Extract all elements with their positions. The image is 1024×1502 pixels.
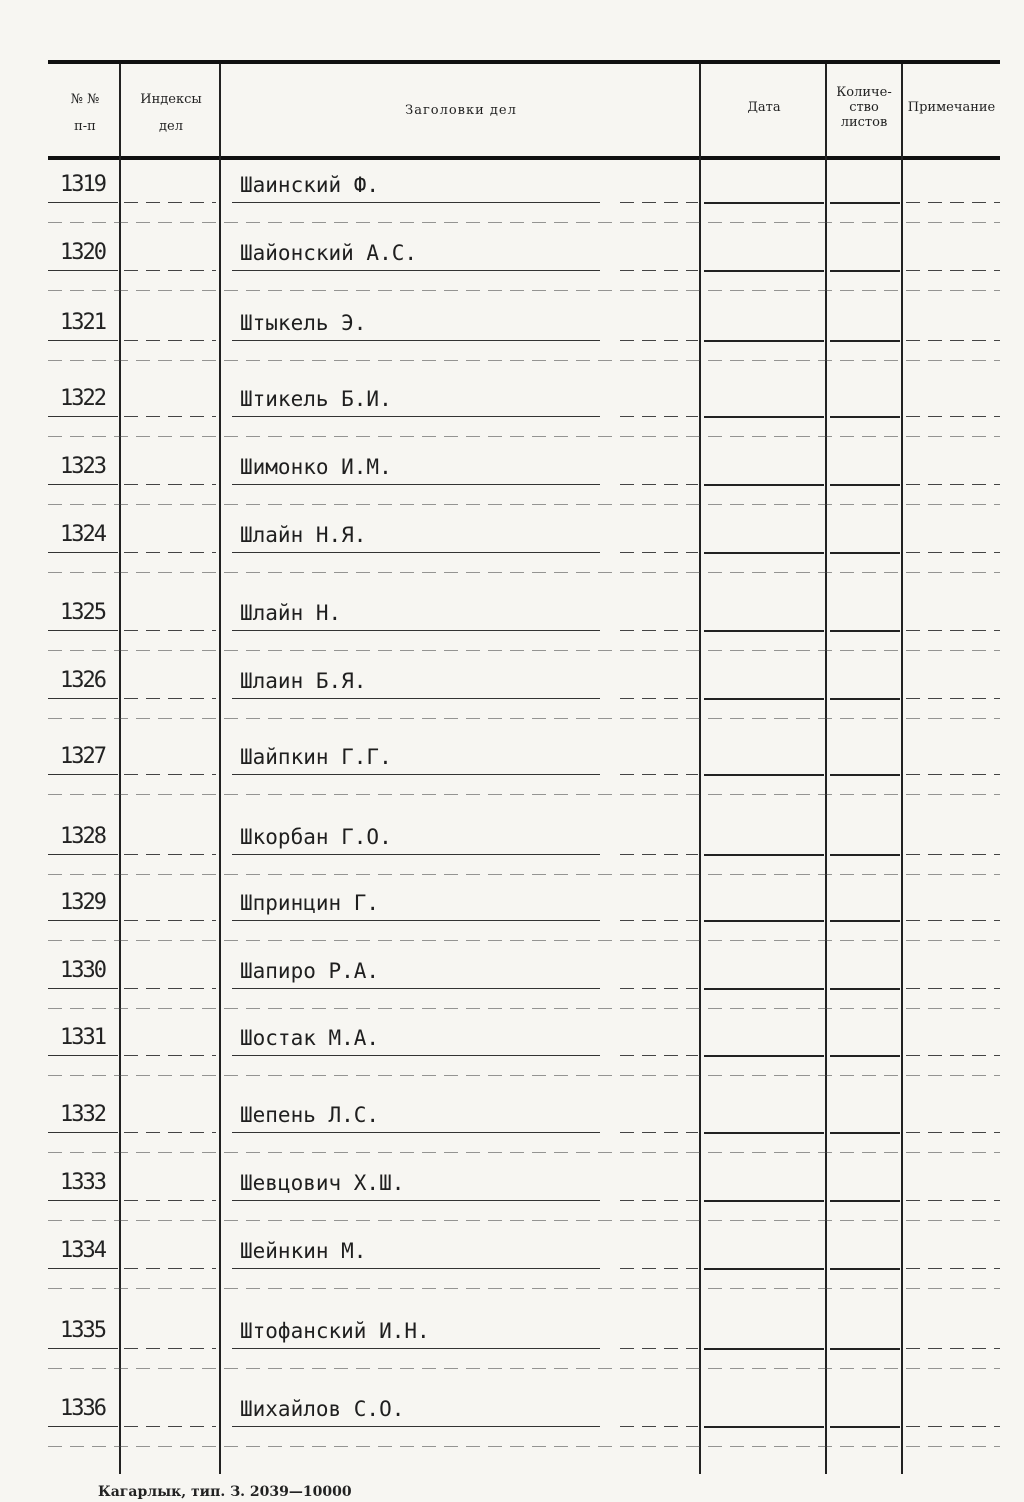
row-rule xyxy=(124,630,216,631)
row-rule xyxy=(620,340,698,341)
row-rule xyxy=(906,484,1000,485)
row-rule xyxy=(704,270,824,272)
row-rule xyxy=(906,698,1000,699)
row-rule xyxy=(704,854,824,856)
row-rule xyxy=(232,920,600,921)
row-number: 1325 xyxy=(60,600,105,625)
row-rule xyxy=(704,774,824,776)
row-rule xyxy=(124,920,216,921)
row-rule xyxy=(830,552,900,554)
row-number: 1328 xyxy=(60,824,105,849)
row-rule xyxy=(48,572,1000,573)
row-rule xyxy=(48,1132,118,1133)
row-rule xyxy=(124,854,216,855)
header-sheets-line3: листов xyxy=(840,115,888,130)
row-rule xyxy=(620,1055,698,1056)
row-rule xyxy=(704,552,824,554)
row-rule xyxy=(48,650,1000,651)
row-rule xyxy=(124,552,216,553)
row-rule xyxy=(906,1348,1000,1349)
row-rule xyxy=(48,718,1000,719)
row-rule xyxy=(48,436,1000,437)
row-rule xyxy=(830,698,900,700)
row-rule xyxy=(232,552,600,553)
row-title: Штикель Б.И. xyxy=(240,387,392,411)
row-rule xyxy=(124,416,216,417)
row-rule xyxy=(906,202,1000,203)
row-rule xyxy=(620,988,698,989)
column-divider xyxy=(901,64,903,1474)
row-rule xyxy=(830,416,900,418)
row-rule xyxy=(830,1268,900,1270)
row-rule xyxy=(48,1200,118,1201)
row-rule xyxy=(48,416,118,417)
row-rule xyxy=(620,630,698,631)
row-rule xyxy=(906,630,1000,631)
row-rule xyxy=(48,630,118,631)
row-rule xyxy=(232,774,600,775)
row-number: 1324 xyxy=(60,522,105,547)
row-rule xyxy=(906,270,1000,271)
row-rule xyxy=(704,416,824,418)
row-rule xyxy=(48,504,1000,505)
row-number: 1322 xyxy=(60,386,105,411)
row-rule xyxy=(620,1426,698,1427)
row-title: Шейнкин М. xyxy=(240,1239,367,1263)
row-rule xyxy=(704,1200,824,1202)
row-rule xyxy=(48,988,118,989)
row-rule xyxy=(830,920,900,922)
row-rule xyxy=(232,416,600,417)
row-rule xyxy=(48,854,118,855)
row-rule xyxy=(48,774,118,775)
row-title: Шлаин Б.Я. xyxy=(240,669,367,693)
row-rule xyxy=(48,290,1000,291)
row-rule xyxy=(620,920,698,921)
row-rule xyxy=(620,854,698,855)
row-rule xyxy=(48,340,118,341)
row-rule xyxy=(830,988,900,990)
row-rule xyxy=(48,1220,1000,1221)
row-rule xyxy=(620,416,698,417)
row-rule xyxy=(830,340,900,342)
row-rule xyxy=(124,1132,216,1133)
row-number: 1320 xyxy=(60,240,105,265)
row-rule xyxy=(704,1132,824,1134)
row-rule xyxy=(232,270,600,271)
column-divider xyxy=(825,64,827,1474)
row-rule xyxy=(48,794,1000,795)
row-rule xyxy=(124,1348,216,1349)
row-rule xyxy=(232,1426,600,1427)
row-rule xyxy=(232,202,600,203)
header-title: Заголовки дел xyxy=(405,103,517,118)
row-rule xyxy=(48,1368,1000,1369)
row-rule xyxy=(232,1055,600,1056)
row-rule xyxy=(232,630,600,631)
header-index-line2: дел xyxy=(159,119,183,134)
row-rule xyxy=(620,552,698,553)
row-title: Штыкель Э. xyxy=(240,311,367,335)
row-rule xyxy=(124,202,216,203)
row-rule xyxy=(124,1200,216,1201)
row-title: Шлайн Н. xyxy=(240,601,342,625)
row-rule xyxy=(906,854,1000,855)
row-rule xyxy=(48,1008,1000,1009)
row-number: 1331 xyxy=(60,1025,105,1050)
row-title: Шевцович Х.Ш. xyxy=(240,1171,405,1195)
row-title: Шаинский Ф. xyxy=(240,173,380,197)
row-rule xyxy=(704,1348,824,1350)
row-rule xyxy=(620,1348,698,1349)
row-rule xyxy=(48,1055,118,1056)
row-number: 1332 xyxy=(60,1102,105,1127)
row-rule xyxy=(830,484,900,486)
row-number: 1327 xyxy=(60,744,105,769)
row-rule xyxy=(704,988,824,990)
row-rule xyxy=(48,552,118,553)
column-divider xyxy=(219,64,221,1474)
row-number: 1333 xyxy=(60,1170,105,1195)
row-rule xyxy=(48,1075,1000,1076)
row-rule xyxy=(620,1132,698,1133)
row-title: Шостак М.А. xyxy=(240,1026,380,1050)
row-rule xyxy=(906,1268,1000,1269)
row-rule xyxy=(830,1200,900,1202)
row-rule xyxy=(830,270,900,272)
row-rule xyxy=(232,698,600,699)
row-rule xyxy=(906,774,1000,775)
row-rule xyxy=(830,1348,900,1350)
row-rule xyxy=(48,1446,1000,1447)
row-rule xyxy=(620,774,698,775)
row-rule xyxy=(620,698,698,699)
row-rule xyxy=(906,920,1000,921)
row-rule xyxy=(906,1132,1000,1133)
row-rule xyxy=(232,1200,600,1201)
row-title: Шкорбан Г.О. xyxy=(240,825,392,849)
table-top-rule xyxy=(48,60,1000,64)
row-rule xyxy=(232,484,600,485)
row-rule xyxy=(48,1152,1000,1153)
row-number: 1334 xyxy=(60,1238,105,1263)
row-rule xyxy=(124,774,216,775)
row-rule xyxy=(906,1055,1000,1056)
header-date: Дата xyxy=(747,100,781,115)
row-rule xyxy=(830,202,900,204)
row-rule xyxy=(232,1132,600,1133)
row-rule xyxy=(830,1055,900,1057)
row-title: Шайонский А.С. xyxy=(240,241,418,265)
row-rule xyxy=(704,1426,824,1428)
row-number: 1335 xyxy=(60,1318,105,1343)
header-bottom-rule xyxy=(48,156,1000,160)
row-rule xyxy=(830,630,900,632)
row-rule xyxy=(232,988,600,989)
row-rule xyxy=(48,874,1000,875)
row-rule xyxy=(906,552,1000,553)
row-rule xyxy=(620,1268,698,1269)
row-rule xyxy=(620,202,698,203)
row-number: 1319 xyxy=(60,172,105,197)
row-rule xyxy=(48,222,1000,223)
row-title: Шлайн Н.Я. xyxy=(240,523,367,547)
row-rule xyxy=(906,416,1000,417)
row-rule xyxy=(906,1426,1000,1427)
row-rule xyxy=(232,1348,600,1349)
row-rule xyxy=(48,202,118,203)
row-rule xyxy=(124,270,216,271)
row-rule xyxy=(48,1426,118,1427)
row-rule xyxy=(124,340,216,341)
row-rule xyxy=(704,484,824,486)
row-title: Шапиро Р.А. xyxy=(240,959,380,983)
row-rule xyxy=(48,940,1000,941)
row-rule xyxy=(620,270,698,271)
row-rule xyxy=(620,1200,698,1201)
row-rule xyxy=(48,1348,118,1349)
row-title: Шепень Л.С. xyxy=(240,1103,380,1127)
row-rule xyxy=(704,630,824,632)
row-rule xyxy=(232,1268,600,1269)
row-title: Шимонко И.М. xyxy=(240,455,392,479)
row-rule xyxy=(906,988,1000,989)
row-rule xyxy=(830,1426,900,1428)
row-number: 1321 xyxy=(60,310,105,335)
header-index-line1: Индексы xyxy=(140,92,202,107)
row-rule xyxy=(48,1288,1000,1289)
row-rule xyxy=(124,1268,216,1269)
row-rule xyxy=(704,698,824,700)
row-rule xyxy=(906,340,1000,341)
row-number: 1336 xyxy=(60,1396,105,1421)
row-rule xyxy=(48,360,1000,361)
header-number-line2: п-п xyxy=(74,119,96,134)
header-number-line1: № № xyxy=(70,92,100,107)
row-rule xyxy=(48,1268,118,1269)
row-rule xyxy=(704,1268,824,1270)
row-rule xyxy=(830,774,900,776)
row-rule xyxy=(48,270,118,271)
row-rule xyxy=(124,1426,216,1427)
row-number: 1326 xyxy=(60,668,105,693)
row-rule xyxy=(704,1055,824,1057)
row-rule xyxy=(704,202,824,204)
row-title: Шайпкин Г.Г. xyxy=(240,745,392,769)
row-title: Шпринцин Г. xyxy=(240,891,380,915)
printer-imprint: Кагарлык, тип. З. 2039—10000 xyxy=(98,1484,352,1500)
row-rule xyxy=(124,484,216,485)
row-number: 1323 xyxy=(60,454,105,479)
row-rule xyxy=(232,854,600,855)
header-number xyxy=(52,92,118,134)
row-rule xyxy=(906,1200,1000,1201)
row-rule xyxy=(620,484,698,485)
row-rule xyxy=(48,698,118,699)
header-note: Примечание xyxy=(907,100,996,115)
row-title: Шихайлов С.О. xyxy=(240,1397,405,1421)
row-rule xyxy=(830,854,900,856)
row-rule xyxy=(48,484,118,485)
header-sheets-line2: ство xyxy=(849,100,879,115)
row-rule xyxy=(704,340,824,342)
column-divider xyxy=(699,64,701,1474)
row-rule xyxy=(48,920,118,921)
header-sheets xyxy=(828,85,900,130)
row-rule xyxy=(124,1055,216,1056)
row-rule xyxy=(830,1132,900,1134)
header-index xyxy=(124,92,218,134)
row-title: Штофанский И.Н. xyxy=(240,1319,430,1343)
header-sheets-line1: Количе- xyxy=(836,85,892,100)
row-rule xyxy=(124,698,216,699)
row-number: 1330 xyxy=(60,958,105,983)
row-number: 1329 xyxy=(60,890,105,915)
row-rule xyxy=(124,988,216,989)
row-rule xyxy=(232,340,600,341)
row-rule xyxy=(704,920,824,922)
